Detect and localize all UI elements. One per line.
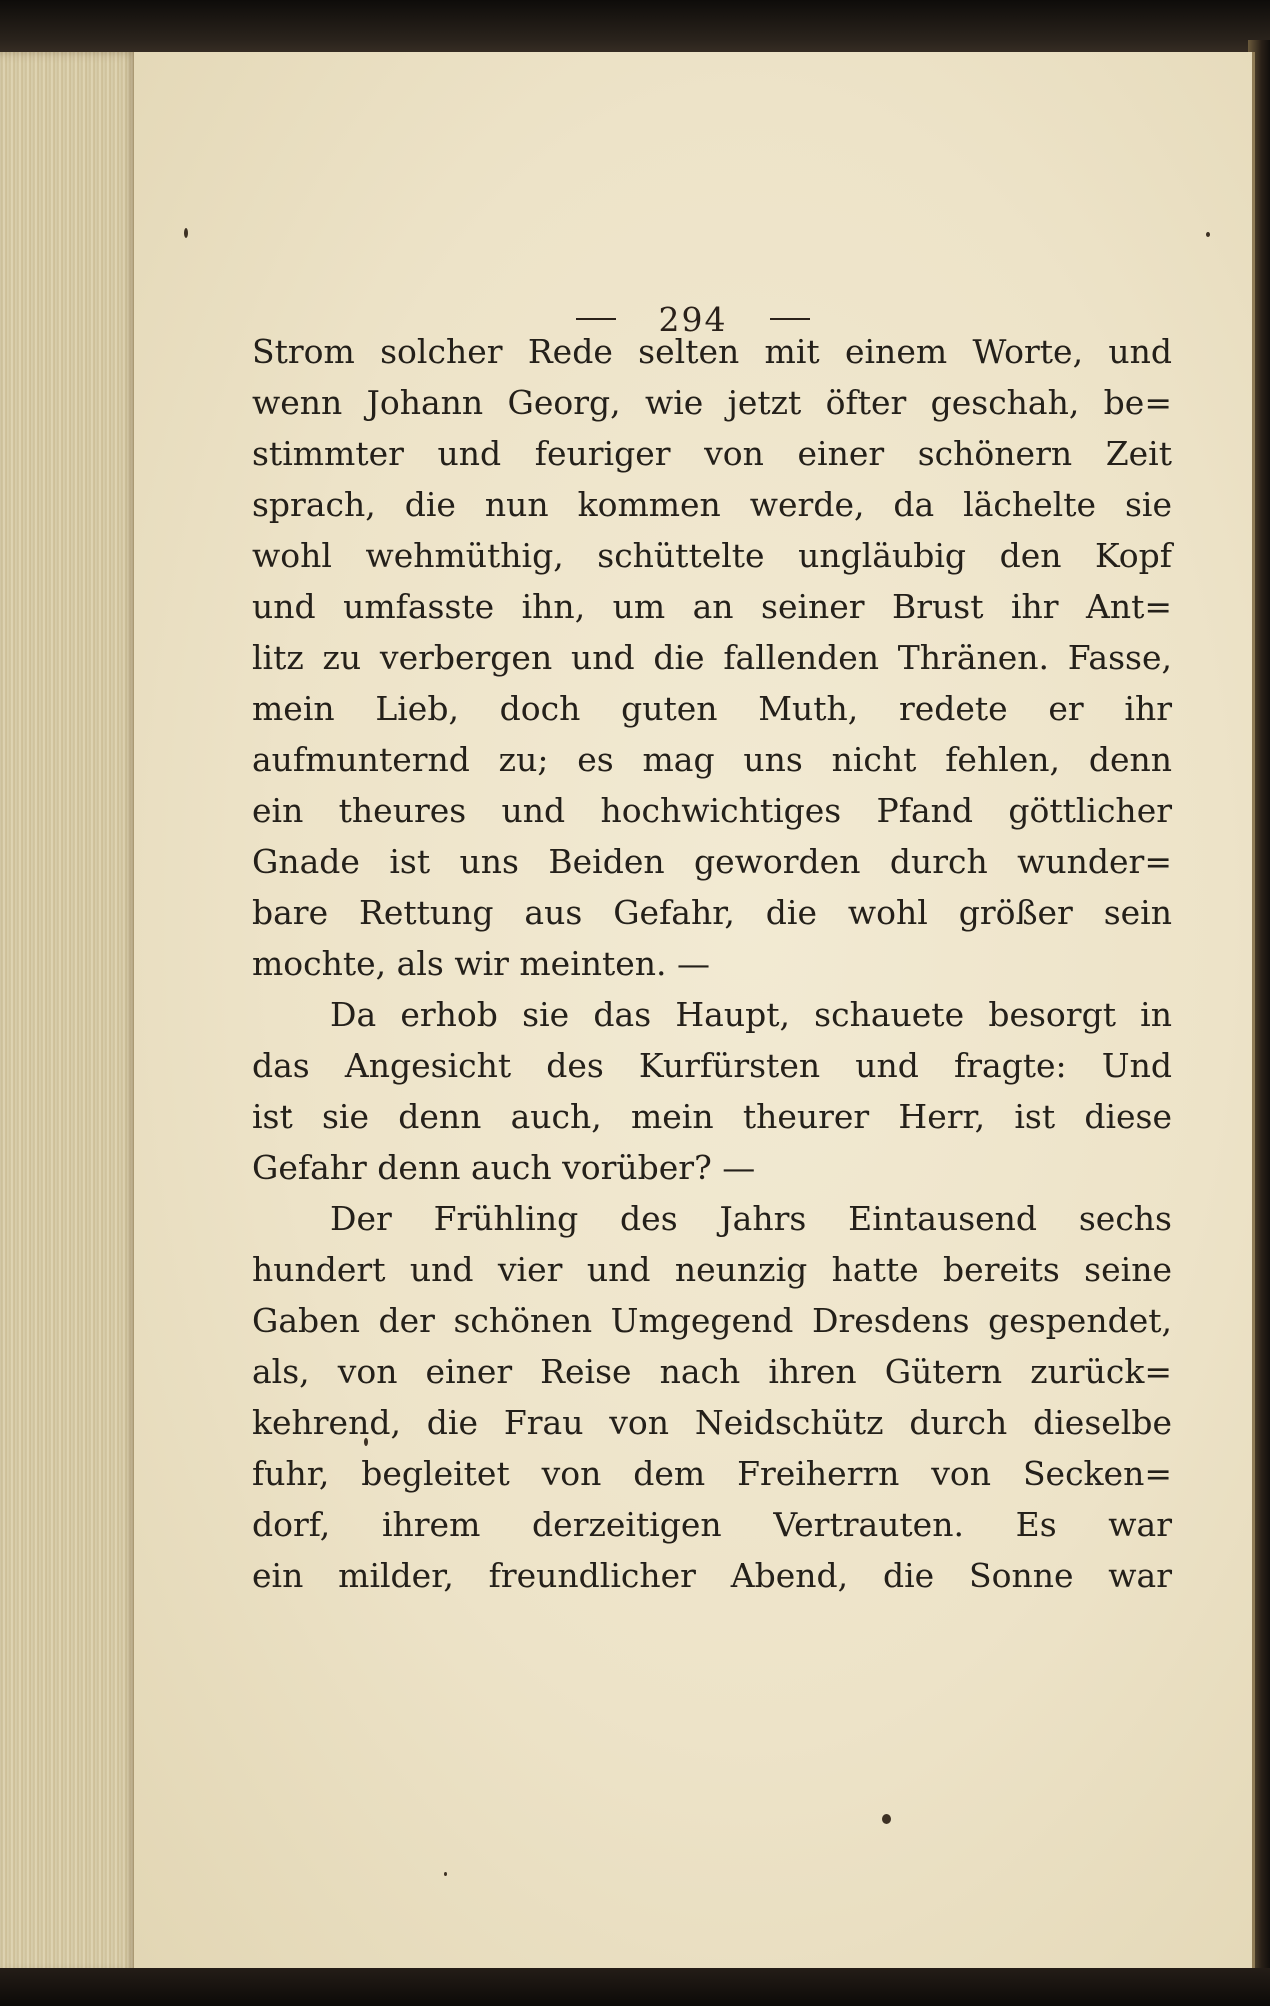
text-line-2: wenn Johann Georg, wie jetzt öfter geschah, be= <box>252 383 1172 422</box>
book-cover-top <box>0 0 1270 58</box>
text-line-14: Da erhob sie das Haupt, schauete besorgt in <box>330 995 1172 1034</box>
text-line-7: litz zu verbergen und die fallenden Thränen. Fasse, <box>252 638 1172 677</box>
text-line-17: Gefahr denn auch vorüber? — <box>252 1148 756 1187</box>
text-line-9: aufmunternd zu; es mag uns nicht fehlen, denn <box>252 740 1172 779</box>
paper-speck <box>882 1814 891 1824</box>
text-line-5: wohl wehmüthig, schüttelte ungläubig den Kopf <box>252 536 1172 575</box>
text-line-13: mochte, als wir meinten. — <box>252 944 711 983</box>
page-number: 294 <box>658 299 728 339</box>
text-line-25: ein milder, freundlicher Abend, die Sonne war <box>252 1556 1172 1595</box>
text-line-1: Strom solcher Rede selten mit einem Worte, und <box>252 332 1172 371</box>
text-line-11: Gnade ist uns Beiden geworden durch wunder= <box>252 842 1172 881</box>
book-cover-bottom <box>0 1968 1270 2006</box>
header-dash-left <box>576 318 616 320</box>
header-dash-right <box>770 318 810 320</box>
text-line-19: hundert und vier und neunzig hatte bereits seine <box>252 1250 1172 1289</box>
text-line-3: stimmter und feuriger von einer schönern Zeit <box>252 434 1172 473</box>
paper-speck <box>184 228 188 238</box>
text-line-8: mein Lieb, doch guten Muth, redete er ihr <box>252 689 1172 728</box>
text-line-10: ein theures und hochwichtiges Pfand göttlicher <box>252 791 1172 830</box>
text-line-6: und umfasste ihn, um an seiner Brust ihr Ant= <box>252 587 1172 626</box>
text-line-21: als, von einer Reise nach ihren Gütern zurück= <box>252 1352 1172 1391</box>
text-line-15: das Angesicht des Kurfürsten und fragte: Und <box>252 1046 1172 1085</box>
page-edges <box>0 52 138 1974</box>
text-line-12: bare Rettung aus Gefahr, die wohl größer sein <box>252 893 1172 932</box>
text-line-22: kehrend, die Frau von Neidschütz durch dieselbe <box>252 1403 1172 1442</box>
text-line-23: fuhr, begleitet von dem Freiherrn von Secken= <box>252 1454 1172 1493</box>
paper-speck <box>444 1872 447 1876</box>
text-line-16: ist sie denn auch, mein theurer Herr, ist diese <box>252 1097 1172 1136</box>
text-line-18: Der Frühling des Jahrs Eintausend sechs <box>330 1199 1172 1238</box>
paper-speck <box>1206 232 1210 237</box>
text-line-24: dorf, ihrem derzeitigen Vertrauten. Es war <box>252 1505 1172 1544</box>
body-text <box>252 326 1172 1601</box>
text-line-20: Gaben der schönen Umgegend Dresdens gespendet, <box>252 1301 1172 1340</box>
text-line-4: sprach, die nun kommen werde, da lächelte sie <box>252 485 1172 524</box>
